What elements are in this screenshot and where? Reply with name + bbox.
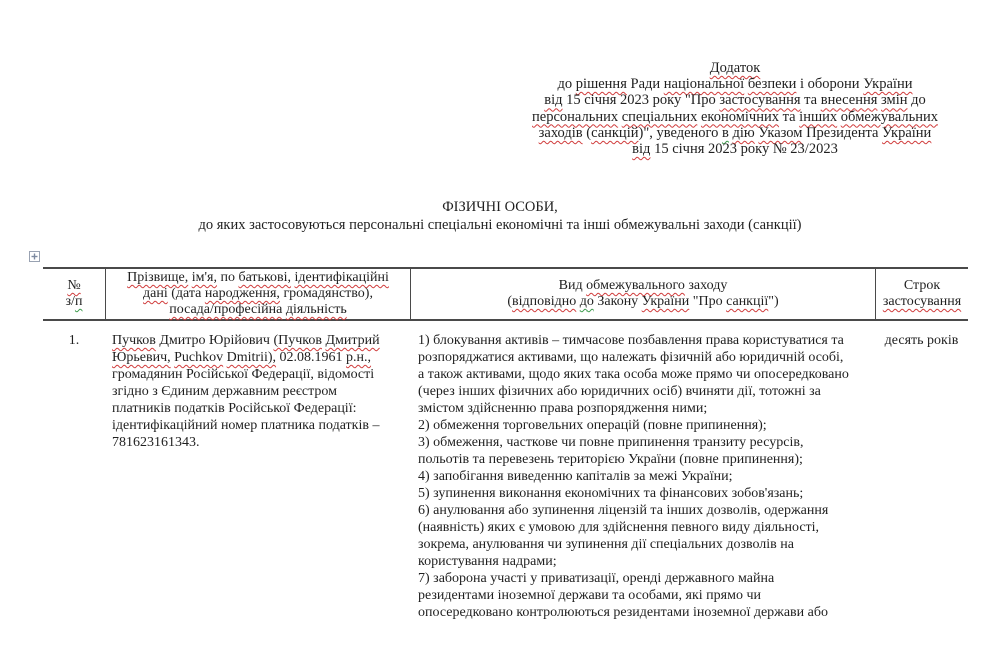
text-line: опосередковано контролюються резидентами іноземної держави або — [418, 605, 828, 620]
annex-header — [500, 60, 970, 157]
text-line: 5) зупинення виконання економічних та фінансових зобов'язань; — [418, 486, 804, 501]
text-line: 7) заборона участі у приватизації, оренді державного майна — [418, 571, 775, 586]
column-header-person — [105, 269, 410, 319]
text-line: Пучков Дмитро Юрійович (Пучков Дмитрий — [112, 333, 380, 348]
duration-cell: десять років — [884, 333, 959, 348]
text-line: 4) запобігання виведенню капіталів за межі України; — [418, 469, 733, 484]
text-line: розпоряджатися активами, що належать фізичній або юридичній особі, — [418, 350, 844, 365]
text-line: застосування — [882, 294, 962, 309]
text-line: 1) блокування активів – тимчасове позбавлення права користуватися та — [418, 333, 844, 348]
text-line: зокрема, анулювання чи зупинення дії спеціальних дозволів на — [418, 537, 794, 552]
text-line: (відповідно до Закону України "Про санкції") — [507, 294, 779, 309]
column-header-measure — [410, 269, 875, 319]
text-line: 2) обмеження торговельних операцій (повне припинення); — [418, 418, 767, 433]
text-line: (через інших фізичних або юридичних осіб) вчиняти дії, тотожні за — [418, 384, 821, 399]
sanctions-table — [43, 267, 968, 621]
row-number-cell: 1. — [68, 333, 80, 348]
table-header-row — [43, 267, 968, 321]
text-line: Вид обмежувального заходу — [558, 278, 728, 293]
text-line: Строк — [903, 278, 941, 293]
page-title-line1: ФІЗИЧНІ ОСОБИ, — [442, 199, 558, 215]
page-title-line2: до яких застосовуються персональні спеціальні економічні та інші обмежувальні заходи (санкції) — [198, 216, 802, 233]
column-header-num — [43, 269, 105, 319]
text-line: до рішення Ради національної безпеки і оборони України — [557, 76, 913, 93]
text-line: персональних спеціальних економічних та інших обмежувальних — [532, 108, 938, 125]
text-line: заходів (санкцій)", уведеного в дію Указом Президента України — [538, 124, 932, 141]
text-line: 781623161343. — [112, 435, 200, 450]
text-line: від 15 січня 2023 року № 23/2023 — [632, 141, 838, 158]
person-info-cell — [105, 321, 410, 621]
text-line: 6) анулювання або зупинення ліцензій та інших дозволів, одержання — [418, 503, 829, 518]
text-line: користування надрами; — [418, 554, 557, 569]
text-line: від 15 січня 2023 року "Про застосування та внесення змін до — [544, 92, 926, 109]
text-line: ідентифікаційний номер платника податків – — [112, 418, 380, 433]
text-line: згідно з Єдиним державним реєстром — [112, 384, 338, 399]
text-line: 3) обмеження, часткове чи повне припинення транзиту ресурсів, — [418, 435, 804, 450]
page-title — [0, 199, 1000, 234]
text-line: № — [67, 278, 81, 293]
text-line: Прізвище, ім'я, по батькові, ідентифікаційні — [127, 270, 389, 285]
measures-cell — [410, 321, 875, 621]
table-move-handle-icon[interactable] — [28, 250, 41, 263]
text-line: польотів та перевезень територією України (повне припинення); — [418, 452, 803, 467]
table-row — [43, 321, 968, 621]
text-line: дані (дата народження, громадянство), — [143, 286, 373, 301]
column-header-duration — [875, 269, 968, 319]
table-move-handle-glyph — [28, 250, 41, 263]
text-line: а також активами, щодо яких така особа може прямо чи опосередковано — [418, 367, 849, 382]
text-line: змістом здійсненню права розпорядження ними; — [418, 401, 708, 416]
text-line: з/п — [65, 294, 83, 309]
text-line: (наявність) яких є умовою для здійснення певного виду діяльності, — [418, 520, 820, 535]
text-line: посада/професійна діяльність — [169, 302, 347, 317]
text-line: громадянин Російської Федерації, відомості — [112, 367, 375, 382]
text-line: Юрьевич, Puchkov Dmitrii), 02.08.1961 р.н., — [112, 350, 372, 365]
text-line: платників податків Російської Федерації: — [112, 401, 357, 416]
text-line: резидентами іноземної держави та особами, які прямо чи — [418, 588, 761, 603]
text-line: Додаток — [709, 60, 761, 76]
